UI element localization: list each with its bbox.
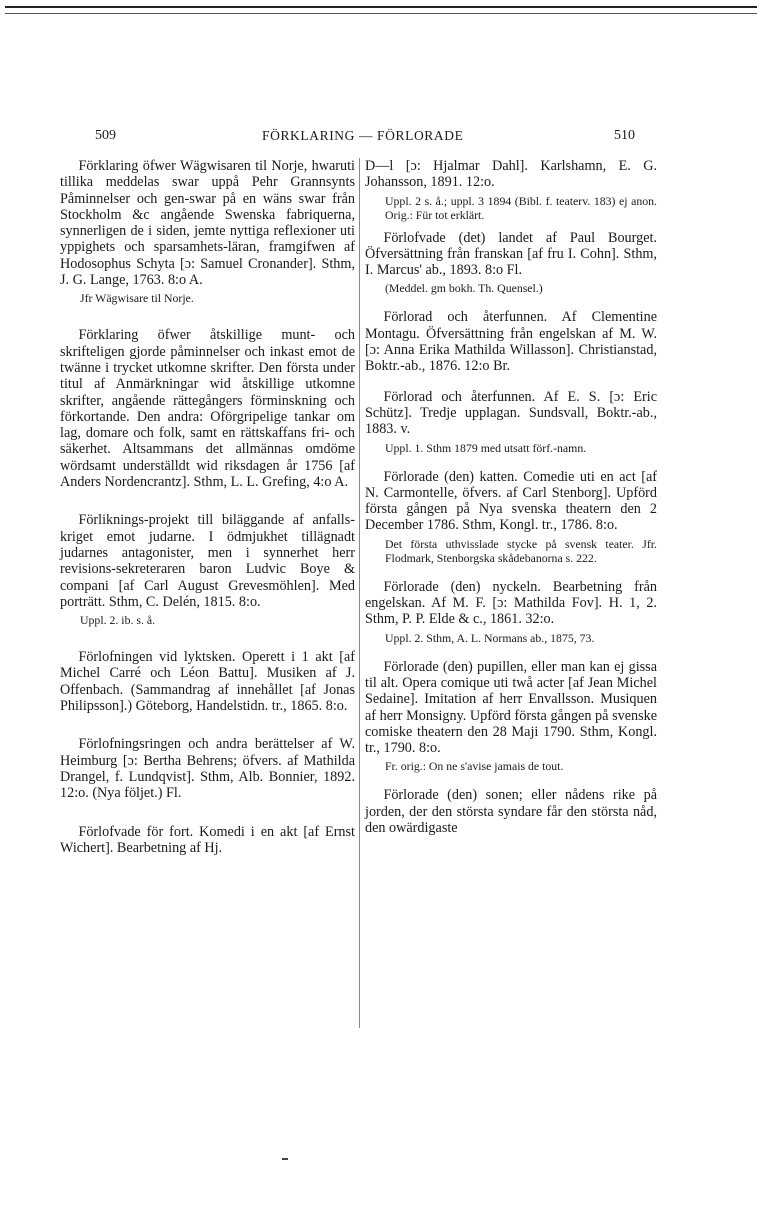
entry-forlorad-schutz: Förlorad och återfunnen. Af E. S. [ɔ: Eric Schütz]. Tredje upplagan. Sundsvall, Boktr.-ab., 1883. v. (365, 388, 657, 438)
note-normans: Uppl. 2. Sthm, A. L. Normans ab., 1875, 73. (385, 630, 595, 645)
entry-forlofvade-for-fort: Förlofvade för fort. Komedi i en akt [af Ernst Wichert]. Bearbetning af Hj. (60, 823, 355, 856)
entry-forlofningsringen: Förlofningsringen och andra berättelser af W. Heimburg [ɔ: Bertha Behrens; öfvers. af Mathilda Drangel, f. Lundqvist]. Sthm, Alb. Bonnier, 1892. 12:o. (Nya följet.) Fl. (60, 736, 355, 802)
entry-forlorade-nyckeln: Förlorade (den) nyckeln. Bearbetning från engelskan. Af M. F. [ɔ: Mathilda Fov]. H. 1, 2. Sthm, P. P. Elde & c., 1861. 32:o. (365, 578, 657, 628)
entry-forlorad-montagu: Förlorad och återfunnen. Af Clementine Montagu. Öfversättning från engelskan af M. W. [ɔ: Anna Erika Mathilda Willasson]. Christianstad, Boktr.-ab., 1876. 12:o Br. (365, 309, 657, 375)
note-fur-tot-erklart: Uppl. 2 s. å.; uppl. 3 1894 (Bibl. f. teaterv. 183) ej anon. Orig.: Für tot erklärt. (385, 193, 657, 222)
right-column (365, 158, 657, 836)
entry-forlorade-sonen: Förlorade (den) sonen; eller nådens rike på jorden, der den största syndare får den största nåd, den owärdigaste (365, 787, 657, 837)
page-number-right: 510 (614, 128, 635, 143)
entry-forlofningen: Förlofningen vid lyktsken. Operett i 1 akt [af Michel Carré och Léon Battu]. Musiken af J. Offenbach. (Sammandrag af innehållet [af Jonas Philipsson].) Göteborg, Handelstidn. tr., 1865. 8:o. (60, 649, 355, 715)
left-column (60, 158, 355, 856)
entry-forklaring-atskillige: Förklaring öfwer åtskillige munt- och skrifteligen gjorde påminnelser och inkast emot de twänne i trycket utkomne skrifter. Den första under titul af Anmärkningar wid åtskillige utkomne skrifter, angående rättegångers förminskning och förkortande. Den andra: Oförgripelige tankar om lag, domare och folk, samt en rättskaffans fri- och säkerhet. Altsammans det allmännas omdöme wördsamt underställdt wid riksdagen år 1756 [af Anders Nordencrantz]. Sthm, L. L. Grefing, 4:o A. (60, 327, 355, 491)
entry-forklaring-wagwisaren: Förklaring öfwer Wägwisaren til Norje, hwaruti tillika meddelas swar uppå Pehr Grannsynts Påminnelser och gen-swar på en wäns swar från Stockholm &c angående Swenska fabriquerna, synnerligen de i siden, jemte nyttiga reflexioner uti yppighets och sparsamhets-läran, framgifwen af Hodosophus Schyta [ɔ: Samuel Cronander]. Sthm, J. G. Lange, 1763. 8:o A. (60, 158, 355, 289)
note-quensel: (Meddel. gm bokh. Th. Quensel.) (385, 281, 543, 296)
entry-forliknings-projekt: Förliknings-projekt till biläggande af anfalls-kriget emot judarne. I ödmjukhet tillägnadt judarnes antagonister, men i synnerhet herr revisions-sekreteraren baron Ludvic Boye & compani [af Carl August Grevesmöhlen]. Med porträtt. Sthm, C. Delén, 1815. 8:o. (60, 512, 355, 610)
column-divider (359, 158, 360, 1028)
page-number-left: 509 (95, 128, 116, 143)
top-rule-thin (5, 13, 757, 14)
entry-forlofvade-landet: Förlofvade (det) landet af Paul Bourget. Öfversättning från franskan [af fru I. Cohn]. Sthm, I. Marcus' ab., 1893. 8:o Fl. (365, 229, 657, 279)
entry-continuation-dahl: D—l [ɔ: Hjalmar Dahl]. Karlshamn, E. G. Johansson, 1891. 12:o. (365, 158, 657, 191)
note-wagwisare: Jfr Wägwisare til Norje. (80, 291, 194, 306)
running-title: FÖRKLARING — FÖRLORADE (262, 128, 464, 143)
entry-forlorade-pupillen: Förlorade (den) pupillen, eller man kan ej gissa til alt. Opera comique uti twå acter [af Jean Michel Sedaine]. Imitation af herr Envallsson. Musiquen af herr Monsigny. Upförd första gången på svenske comiske theatern den 28 Maji 1790. Sthm, Kongl. tr., 1790. 8:o. (365, 658, 657, 757)
note-uthvisslade: Det första uthvisslade stycke på svensk teater. Jfr. Flodmark, Stenborgska skådebanorna s. 222. (385, 536, 657, 565)
note-uppl-2: Uppl. 2. ib. s. å. (80, 613, 156, 628)
running-header (0, 128, 760, 148)
bottom-mark (282, 1158, 288, 1160)
note-uppl-1879: Uppl. 1. Sthm 1879 med utsatt förf.-namn. (385, 440, 587, 455)
note-fr-orig: Fr. orig.: On ne s'avise jamais de tout. (385, 759, 564, 774)
entry-forlorade-katten: Förlorade (den) katten. Comedie uti en act [af N. Carmontelle, öfvers. af Carl Stenborg]. Upförd första gången på Nya svenska theatern den 2 December 1786. Sthm, Kongl. tr., 1786. 8:o. (365, 468, 657, 534)
top-rule (5, 6, 757, 8)
